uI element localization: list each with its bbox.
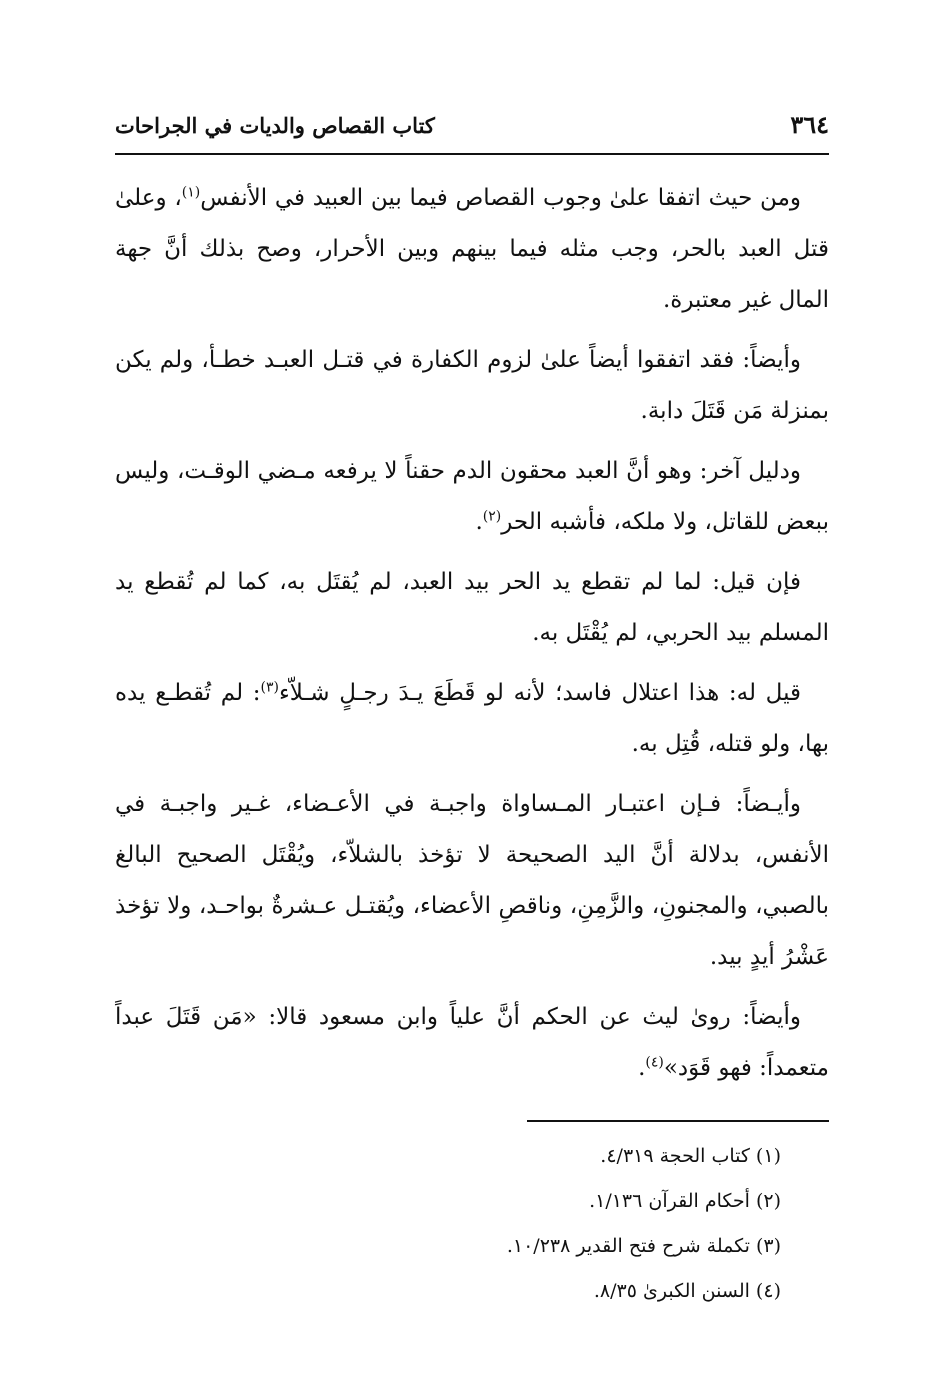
footnote: (٣) تكملة شرح فتح القدير ١٠/٢٣٨. <box>506 1235 781 1257</box>
footnote-reference: (٤) <box>645 1054 664 1071</box>
paragraph <box>115 779 829 983</box>
paragraph-text: ومن حيث اتفقا علىٰ وجوب القصاص فيما بين العبيد في الأنفس <box>200 185 801 211</box>
footnote: (٤) السنن الكبرىٰ ٨/٣٥. <box>593 1280 781 1302</box>
paragraph-text: ودليل آخر: وهو أنَّ العبد محقون الدم حقناً لا يرفعه مـضي الوقـت، وليس ببعض للقاتل، ولا ملكه، فأشبه الحر <box>115 458 829 535</box>
paragraph-text: وأيضاً: روىٰ ليث عن الحكم أنَّ علياً وابن مسعود قالا: «مَن قَتَلَ عبداً متعمداً: فهو قَوَد» <box>115 1004 829 1081</box>
footnote: (١) كتاب الحجة ٤/٣١٩. <box>600 1145 781 1167</box>
footnotes-list <box>115 1134 829 1314</box>
paragraph <box>115 557 829 659</box>
paragraph <box>115 992 829 1094</box>
book-page <box>115 108 829 1314</box>
paragraph <box>115 173 829 326</box>
footnote-reference: (٢) <box>482 508 502 525</box>
body-text <box>115 173 829 1094</box>
paragraph-text: قيل له: هذا اعتلال فاسد؛ لأنه لو قَطَعَ يـدَ رجـلٍ شـلاّء <box>278 680 802 706</box>
paragraph <box>115 668 829 770</box>
running-header <box>115 108 829 155</box>
footnote-reference: (٣) <box>260 679 279 696</box>
footnote-divider <box>527 1120 829 1122</box>
page-number: ٣٦٤ <box>790 110 829 139</box>
paragraph-text: . <box>475 509 483 535</box>
paragraph-text: ، وعلىٰ قتل العبد بالحر، وجب مثله فيما بينهم وبين الأحرار، وصح بذلك أنَّ جهة المال غير معتبرة. <box>115 185 829 313</box>
paragraph-text: : لم تُقطـع يده بها، ولو قتله، قُتِل به. <box>115 680 829 757</box>
paragraph-text: . <box>638 1055 646 1081</box>
book-title: كتاب القصاص والديات في الجراحات <box>115 113 435 138</box>
paragraph <box>115 335 829 437</box>
paragraph <box>115 446 829 548</box>
footnote-reference: (١) <box>181 184 201 201</box>
footnote: (٢) أحكام القرآن ١/١٣٦. <box>589 1190 781 1212</box>
paragraph-text: وأيـضاً: فـإن اعتبـار المـساواة واجبـة في الأعـضاء، غـير واجبـة في الأنفس، بدلالة أنَّ اليد الصحيحة لا تؤخذ بالشلاّء، ويُقْتَل الصحيح البالغ بالصبي، والمجنونِ، والزَّمِنِ، وناقصِ الأعضاء، ويُقتـل عـشرةٌ بواحـد، ولا تؤخذ عَشْرُ أيدٍ بيد. <box>115 791 829 970</box>
paragraph-text: وأيضاً: فقد اتفقوا أيضاً علىٰ لزوم الكفارة في قتـل العبـد خطـأ، ولم يكن بمنزلة مَن قَتَلَ دابة. <box>115 347 829 424</box>
paragraph-text: فإن قيل: لما لم تقطع يد الحر بيد العبد، لم يُقتَل به، كما لم تُقطع يد المسلم بيد الحربي، لم يُقْتَل به. <box>115 569 829 646</box>
